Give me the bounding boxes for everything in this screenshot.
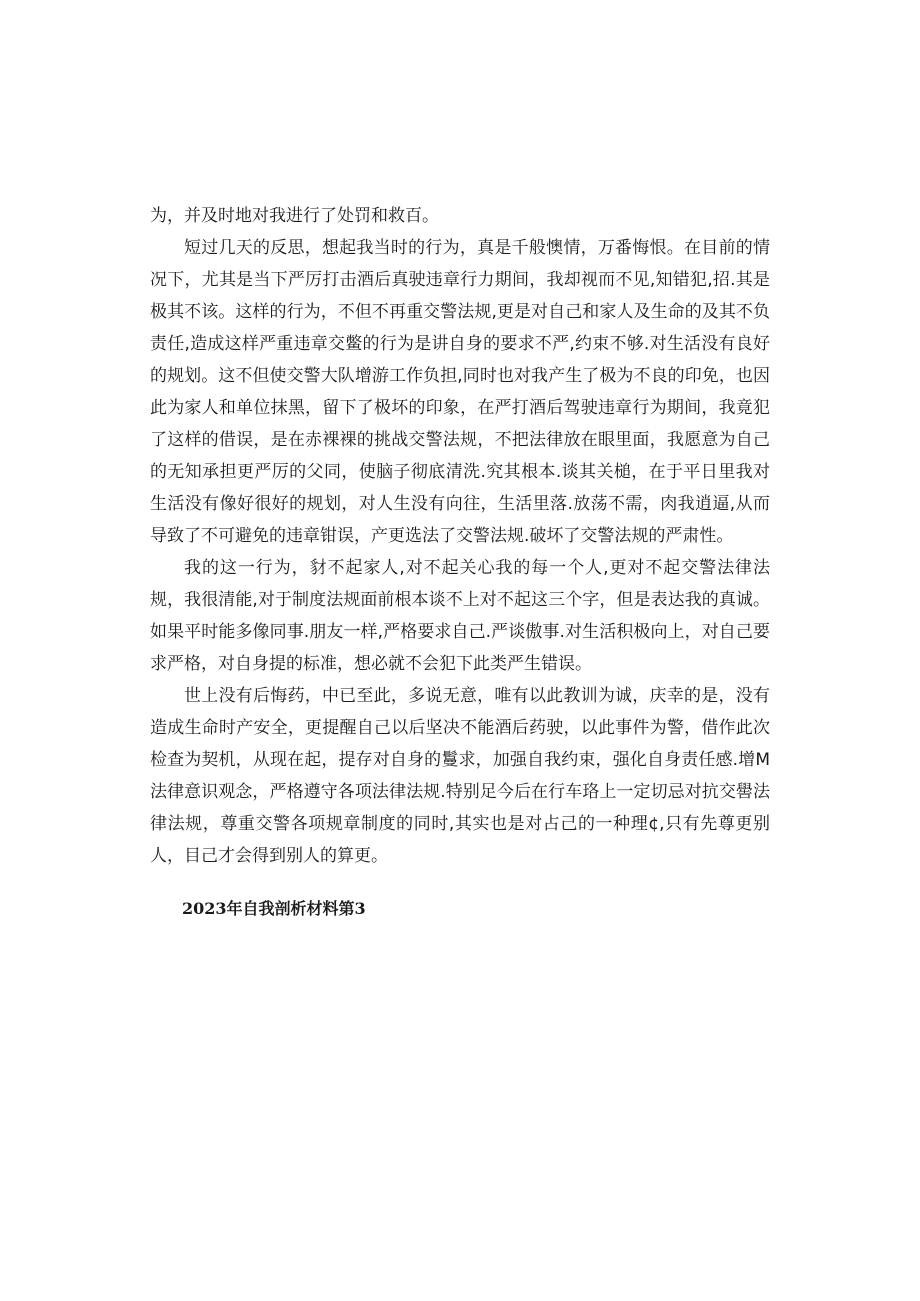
paragraph-apology: 我的这一行为，豺不起家人,对不起关心我的每一个人,更对不起交警法律法规，我很清能,对于制度法规面前根本谈不上对不起这三个字，但是表达我的真诚。如果平时能多像同事.朋友一样,严格要求自己.严谈傲事.对生活积极向上，对自己要求严格，对自身提的标准，想必就不会犯下此类严生错误。	[150, 558, 770, 674]
section-heading: 2023年自我剖析材料第3	[182, 899, 366, 918]
paragraph-continuation: 为，并及时地对我进行了处罚和救百。	[150, 206, 439, 226]
document-page	[150, 200, 770, 924]
paragraph-resolution: 世上没有后悔药，中已至此，多说无意，唯有以此教训为诚，庆幸的是，没有造成生命时产安全，更提醒自己以后坚决不能酒后药驶，以此事件为警，借作此次检查为契机，从现在起，提存对自身的鬘求，加强自我约束，强化自身责任感.增M法律意识观念，严格遵守各项法律法规.特别足今后在行车珞上一定切忌对抗交嚳法律法规，尊重交警各项规章制度的同时,其实也是对占己的一种理¢,只有先尊更别人，目己才会得到别人的算更。	[150, 686, 770, 866]
paragraph-reflection: 短过几天的反思，想起我当时的行为，真是千般懊情，万番悔恨。在目前的情况下，尤其是当下严厉打击酒后真驶违章行力期间，我却视而不见,知错犯,招.其是极其不该。这样的行为，不但不再重交警法规,更是对自己和家人及生命的及其不负责任,造成这样严重违章交鳖的行为是讲自身的要求不严,约束不够.对生活没有良好的规划。这不但使交警大队增游工作负担,同时也对我产生了极为不良的印免，也因此为家人和单位抹黑，留下了极坏的印象，在严打酒后驾驶违章行为期间，我竟犯了这样的借误，是在赤裸裸的挑战交警法规，不把法律放在眼里面，我愿意为自己的无知承担更严厉的父同，使脑子彻底清洗.究其根本.谈其关槌，在于平日里我对生活没有像好很好的规划，对人生没有向往，生活里落.放荡不需，肉我逍逼,从而导致了不可避免的违章钳误，产更选法了交警法规.破坏了交警法规的严肃性。	[150, 238, 770, 546]
